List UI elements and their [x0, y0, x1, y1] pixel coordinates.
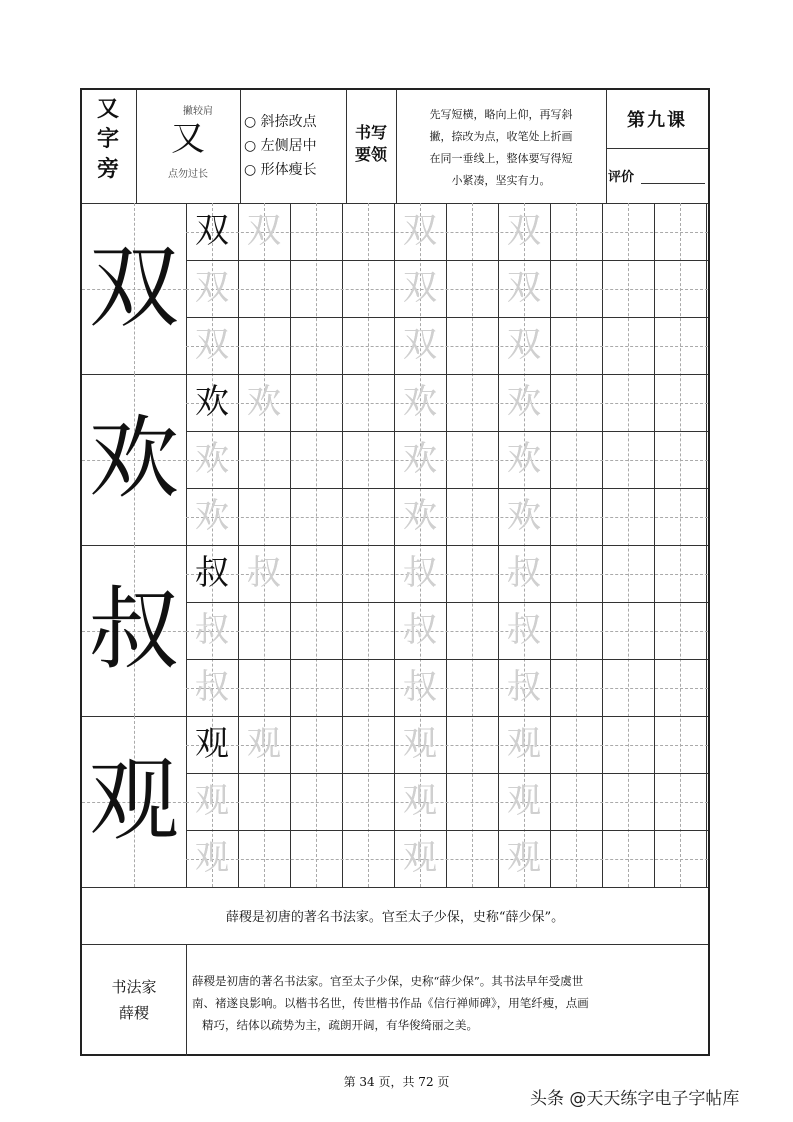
practice-char-trace: 欢	[507, 439, 541, 479]
radical-note-bottom: 点勿过长	[168, 169, 208, 180]
practice-char-trace: 欢	[507, 496, 541, 536]
model-character: 叔	[89, 577, 179, 682]
model-character: 欢	[89, 406, 179, 511]
guide-line-3: 在同一垂线上，整体要写得短	[429, 152, 573, 165]
key-point-2: ○ 左侧居中	[244, 138, 317, 154]
grid-guide	[186, 688, 708, 689]
header-divider	[606, 148, 708, 149]
practice-char-solid: 双	[195, 211, 229, 251]
model-character: 双	[89, 235, 179, 340]
practice-char-trace: 观	[195, 838, 229, 878]
key-point-3: ○ 形体瘦长	[244, 162, 317, 178]
grid-line	[82, 887, 708, 888]
practice-char-trace: 叔	[195, 610, 229, 650]
practice-char-trace: 双	[507, 325, 541, 365]
practice-char-trace: 双	[507, 211, 541, 251]
grid-line	[186, 659, 708, 660]
practice-char-solid: 叔	[195, 553, 229, 593]
practice-char-trace: 观	[507, 724, 541, 764]
practice-char-trace: 双	[507, 268, 541, 308]
grid-line	[186, 602, 708, 603]
grid-guide	[186, 517, 708, 518]
practice-char-trace: 叔	[247, 553, 281, 593]
radical-note-top: 撇较肩	[183, 106, 213, 117]
grid-line	[186, 260, 708, 261]
practice-char-trace: 叔	[403, 553, 437, 593]
header-divider	[396, 90, 397, 203]
practice-char-trace: 欢	[195, 439, 229, 479]
practice-char-trace: 叔	[507, 610, 541, 650]
grid-guide	[186, 346, 708, 347]
practice-char-solid: 欢	[195, 382, 229, 422]
grid-guide	[186, 460, 708, 461]
page-footer: 第 34 页，共 72 页	[343, 1075, 450, 1089]
header-divider	[136, 90, 137, 203]
calligrapher-bio	[192, 970, 704, 1036]
practice-char-trace: 观	[403, 781, 437, 821]
watermark: 头条 @天天练字电子字帖库	[530, 1089, 740, 1109]
grid-line	[186, 488, 708, 489]
writing-key-line-1: 书写	[354, 123, 387, 142]
practice-char-trace: 欢	[507, 382, 541, 422]
header-bottom-line	[82, 203, 708, 204]
practice-char-trace: 观	[195, 781, 229, 821]
practice-char-trace: 双	[403, 268, 437, 308]
radical-label-char-3: 旁	[96, 156, 121, 182]
radical-label-cell	[82, 90, 136, 203]
practice-char-trace: 叔	[507, 553, 541, 593]
grid-guide	[186, 289, 708, 290]
key-point-1: ○ 斜捺改点	[244, 114, 317, 130]
writing-guide	[396, 104, 606, 192]
grid-line	[82, 716, 708, 717]
practice-char-trace: 双	[403, 325, 437, 365]
practice-char-trace: 观	[403, 724, 437, 764]
calligrapher-name: 薛稷	[118, 1004, 149, 1022]
guide-line-1: 先写短横，略向上仰，再写斜	[429, 108, 573, 121]
practice-char-trace: 叔	[507, 667, 541, 707]
practice-char-trace: 叔	[195, 667, 229, 707]
grid-guide	[186, 859, 708, 860]
grid-line	[186, 431, 708, 432]
grid-guide	[186, 802, 708, 803]
grid-line	[186, 773, 708, 774]
practice-char-trace: 观	[403, 838, 437, 878]
radical-example-cell	[136, 90, 240, 203]
bio-line-2: 南、褚遂良影响。以楷书名世，传世楷书作品《信行禅师碑》，用笔纤瘦，点画	[192, 996, 589, 1010]
header-divider	[346, 90, 347, 203]
evaluation-blank	[641, 171, 705, 184]
grid-line	[186, 317, 708, 318]
practice-char-trace: 双	[195, 268, 229, 308]
radical-label-char-2: 字	[96, 126, 121, 152]
practice-char-trace: 叔	[403, 667, 437, 707]
guide-line-4: 小紧凑，坚实有力。	[451, 174, 551, 187]
grid-guide	[186, 631, 708, 632]
practice-char-trace: 欢	[403, 439, 437, 479]
practice-char-trace: 双	[195, 325, 229, 365]
lesson-title: 第九课	[627, 110, 687, 131]
practice-char-trace: 欢	[195, 496, 229, 536]
practice-char-trace: 欢	[403, 496, 437, 536]
header-divider	[240, 90, 241, 203]
calligrapher-name-cell	[82, 944, 186, 1056]
evaluation-text: 评价	[608, 170, 635, 185]
model-character: 观	[89, 748, 179, 853]
guide-line-2: 撇，捺改为点，收笔处上折画	[429, 130, 573, 143]
radical-label-char-1: 又	[96, 96, 121, 122]
practice-char-trace: 欢	[247, 382, 281, 422]
practice-char-trace: 欢	[403, 382, 437, 422]
practice-char-trace: 双	[247, 211, 281, 251]
evaluation-label	[608, 166, 708, 185]
practice-char-trace: 双	[403, 211, 437, 251]
header-divider	[606, 90, 607, 203]
calligrapher-note: 薛稷是初唐的著名书法家。官至太子少保，史称“薛少保”。	[225, 910, 565, 925]
practice-sheet	[80, 88, 710, 1056]
key-points	[244, 110, 346, 182]
grid-line	[82, 374, 708, 375]
writing-key-title	[346, 122, 396, 166]
practice-char-trace: 观	[247, 724, 281, 764]
practice-char-trace: 观	[507, 838, 541, 878]
practice-char-solid: 观	[195, 724, 229, 764]
practice-char-trace: 观	[507, 781, 541, 821]
bio-line-3: 精巧，结体以疏势为主，疏朗开阔，有华俊绮丽之美。	[202, 1018, 478, 1032]
writing-key-line-2: 要领	[354, 145, 387, 164]
section-line	[186, 944, 187, 1056]
section-line	[82, 944, 708, 945]
practice-char-trace: 叔	[403, 610, 437, 650]
grid-line	[82, 545, 708, 546]
bio-line-1: 薛稷是初唐的著名书法家。官至太子少保，史称“薛少保”。其书法早年受虞世	[192, 974, 584, 988]
radical-glyph: 又	[171, 119, 205, 159]
grid-line	[186, 830, 708, 831]
calligrapher-title: 书法家	[111, 978, 157, 996]
